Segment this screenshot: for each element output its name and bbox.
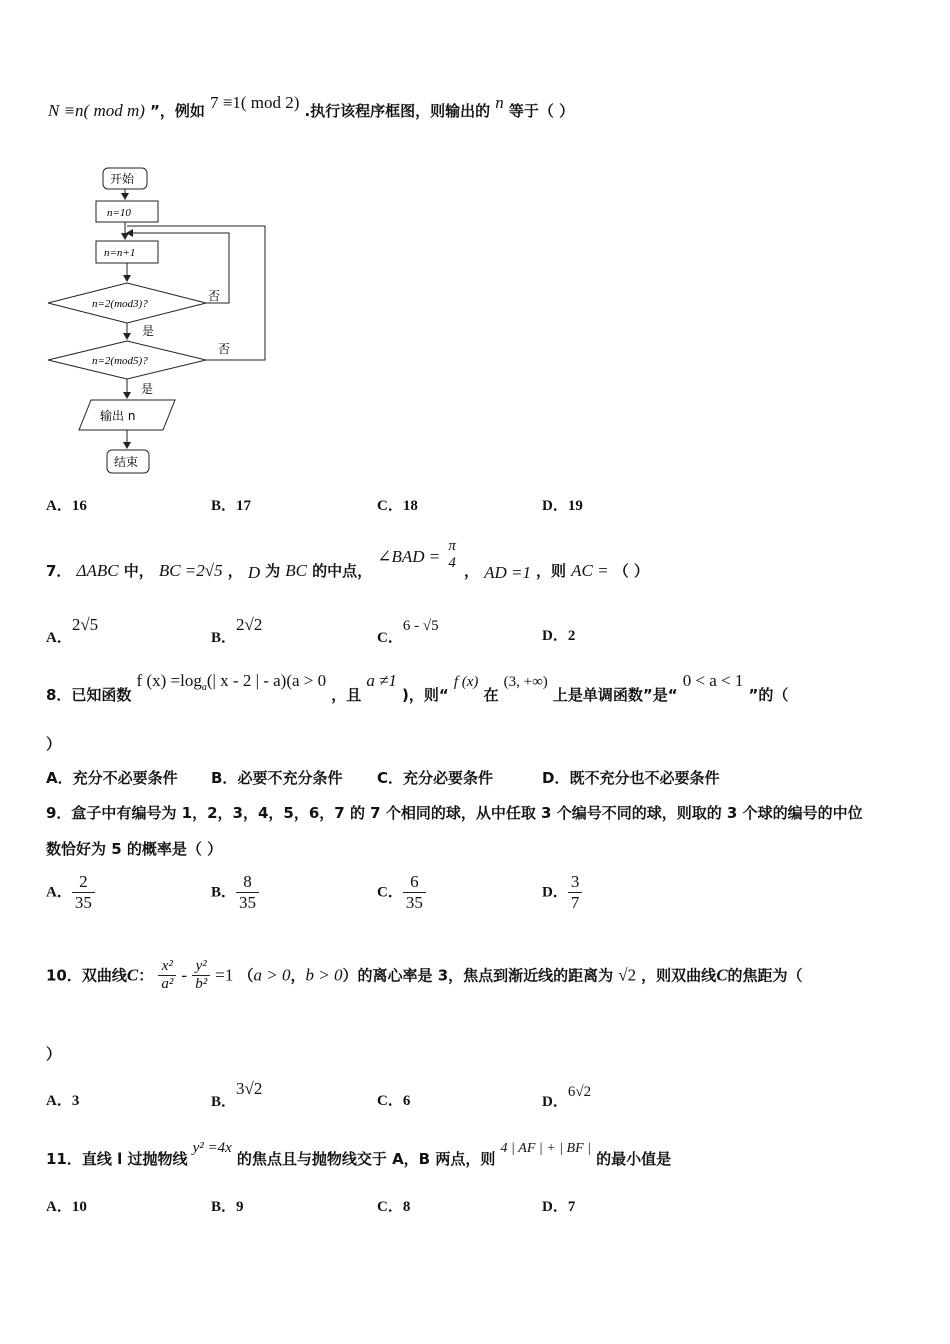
q10-option-d[interactable]: D．6√2 bbox=[542, 1084, 592, 1110]
flow-no-label-2: 否 bbox=[218, 342, 231, 356]
flow-cond2-label: n=2(mod5)? bbox=[92, 355, 148, 367]
q9-option-a[interactable]: A． $\frac{2}{35}$ bbox=[46, 872, 95, 912]
q6-math-example: 7 ≡1( mod 2) bbox=[209, 93, 300, 112]
q6-option-b[interactable]: B．17 bbox=[211, 498, 252, 514]
q8-stem: 8．已知函数 f $(x) =\log_a(|$ x - 2 | - a)(a > 0 ，且 a ≠1 )，则“ f (x) 在 (3, +∞) 上是单调函数”是“ 0 < a < 1 ”的（ bbox=[46, 671, 789, 704]
q8-close-paren: ） bbox=[46, 735, 62, 753]
q9-stem-line2: 数恰好为 5 的概率是（ ） bbox=[46, 840, 223, 858]
q6-text: ”，例如 bbox=[150, 102, 205, 120]
flow-init-label: n=10 bbox=[107, 207, 131, 219]
q9-option-b[interactable]: B． $\frac{8}{35}$ bbox=[211, 872, 259, 912]
q10-option-b[interactable]: B．3√2 bbox=[211, 1079, 263, 1110]
q6-math-congruence: N ≡n( mod m) bbox=[48, 101, 145, 120]
flow-step-label: n=n+1 bbox=[104, 247, 136, 259]
q10-close-paren: ） bbox=[46, 1045, 62, 1063]
q8-option-d[interactable]: D．既不充分也不必要条件 bbox=[542, 769, 720, 787]
q11-stem: 11．直线 l 过抛物线 y² =4x 的焦点且与抛物线交于 A，B 两点，则 4 | AF | + | BF | 的最小值是 bbox=[46, 1140, 672, 1168]
q7-option-b[interactable]: B．2√2 bbox=[211, 615, 263, 646]
q6-intro bbox=[48, 93, 575, 121]
flow-no-label-1: 否 bbox=[208, 289, 221, 303]
q6-text: .执行该程序框图，则输出的 bbox=[304, 102, 491, 120]
q6-var-n: n bbox=[495, 93, 504, 112]
q8-option-c[interactable]: C．充分必要条件 bbox=[377, 769, 494, 787]
q9-stem-line1: 9．盒子中有编号为 1，2，3，4，5，6，7 的 7 个相同的球，从中任取 3 个编号不同的球，则取的 3 个球的编号的中位 bbox=[46, 804, 863, 822]
q9-option-c[interactable]: C． $\frac{6}{35}$ bbox=[377, 872, 426, 912]
q7-option-a[interactable]: A．2√5 bbox=[46, 615, 99, 646]
q6-option-d[interactable]: D．19 bbox=[542, 498, 583, 514]
program-flowchart bbox=[40, 160, 280, 480]
q11-option-b[interactable]: B．9 bbox=[211, 1199, 244, 1215]
flow-cond1-label: n=2(mod3)? bbox=[92, 298, 148, 310]
q8-option-b[interactable]: B．必要不充分条件 bbox=[211, 769, 343, 787]
q8-option-a[interactable]: A．充分不必要条件 bbox=[46, 769, 178, 787]
q6-text: 等于（ ） bbox=[508, 102, 575, 120]
q7-option-d[interactable]: D．2 bbox=[542, 628, 576, 644]
flow-output-label: 输出 n bbox=[100, 409, 136, 423]
q9-option-d[interactable]: D． $\frac{3}{7}$ bbox=[542, 872, 582, 912]
flow-yes-label-2: 是 bbox=[141, 382, 154, 396]
q10-stem: 10．双曲线C： $\frac{\text{x²}}{\text{a²}}$ - $\frac{\text{y²}}{\text{b²}}$ =1 （a > 0，b > 0）的离心率是 3，焦点到渐近线的距离为 √2 ，则双曲线C的焦距为（ bbox=[46, 958, 803, 993]
q10-option-c[interactable]: C．6 bbox=[377, 1093, 411, 1109]
q7-option-c[interactable]: C．6 - √5 bbox=[377, 618, 439, 646]
q6-option-c[interactable]: C．18 bbox=[377, 498, 418, 514]
q6-option-a[interactable]: A．16 bbox=[46, 498, 87, 514]
flow-yes-label-1: 是 bbox=[142, 324, 155, 338]
q7-stem: 7． ΔABC 中， BC =2√5 ， D 为 BC 的中点， ∠BAD = π 4 ， AD =1 ，则 AC = （ ） bbox=[46, 538, 649, 582]
flow-end-label: 结束 bbox=[114, 455, 139, 469]
q11-option-c[interactable]: C．8 bbox=[377, 1199, 411, 1215]
flow-start-label: 开始 bbox=[110, 172, 135, 186]
q10-option-a[interactable]: A．3 bbox=[46, 1093, 80, 1109]
q11-option-d[interactable]: D．7 bbox=[542, 1199, 576, 1215]
q11-option-a[interactable]: A．10 bbox=[46, 1199, 87, 1215]
